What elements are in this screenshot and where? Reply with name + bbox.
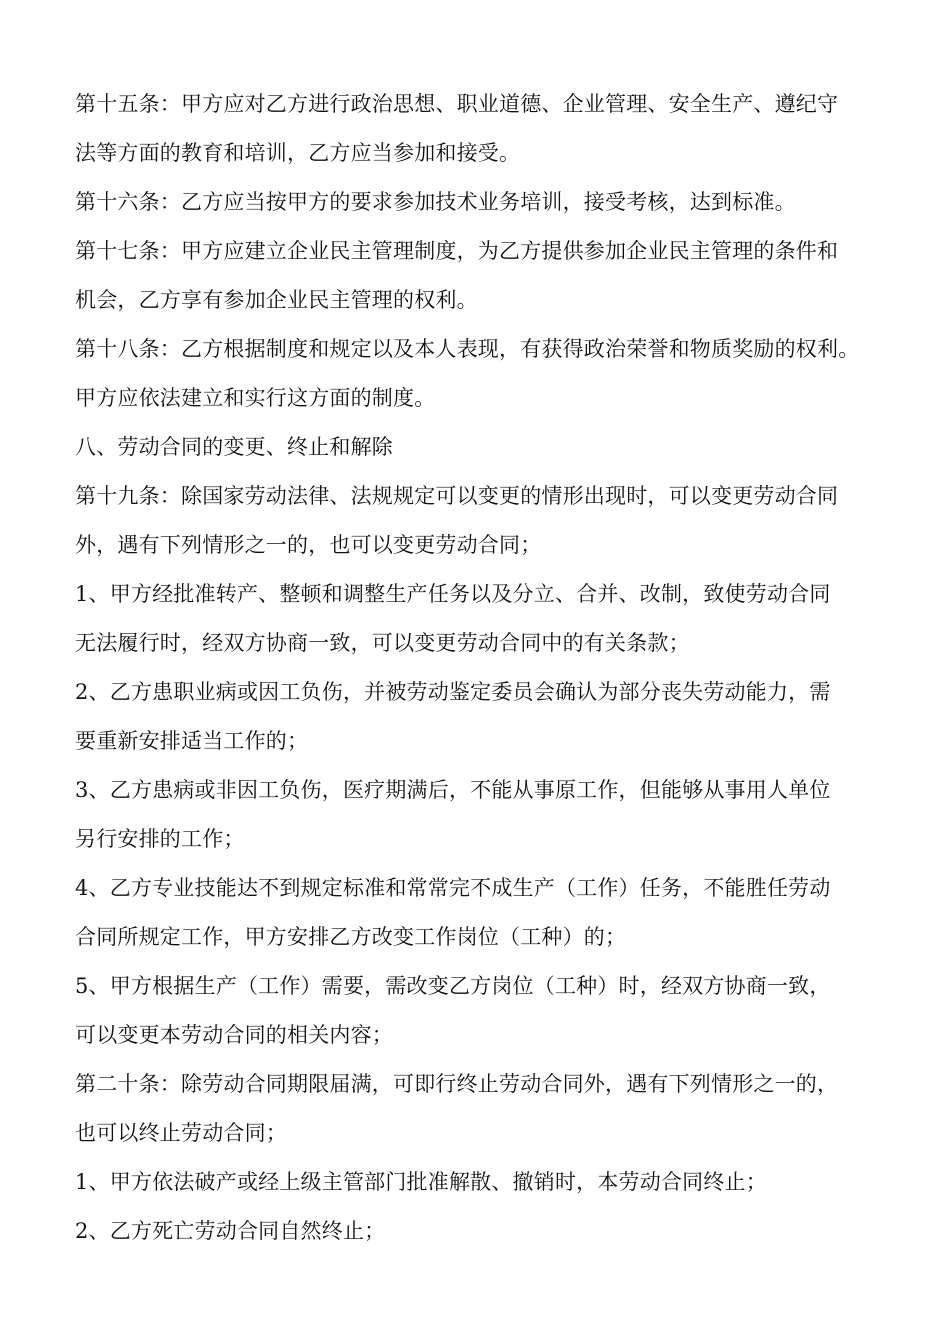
text-line: 1、甲方经批准转产、整顿和调整生产任务以及分立、合并、改制，致使劳动合同 [75,582,831,606]
text-line: 甲方应依法建立和实行这方面的制度。 [75,386,436,410]
document-body [75,80,885,1256]
text-line: 第十七条：甲方应建立企业民主管理制度，为乙方提供参加企业民主管理的条件和 [75,239,839,263]
text-line: 也可以终止劳动合同； [75,1121,287,1145]
text-line: 第十六条：乙方应当按甲方的要求参加技术业务培训，接受考核，达到标准。 [75,190,796,214]
text-line: 1、甲方依法破产或经上级主管部门批准解散、撤销时，本劳动合同终止； [75,1170,767,1194]
text-line: 第二十条：除劳动合同期限届满，可即行终止劳动合同外，遇有下列情形之一的， [75,1072,839,1096]
text-line: 外，遇有下列情形之一的，也可以变更劳动合同； [75,533,542,557]
text-line: 另行安排的工作； [75,827,245,851]
text-line: 可以变更本劳动合同的相关内容； [75,1023,393,1047]
text-line: 合同所规定工作，甲方安排乙方改变工作岗位（工种）的； [75,925,627,949]
text-line: 2、乙方死亡劳动合同自然终止； [75,1219,386,1243]
text-line: 第十八条：乙方根据制度和规定以及本人表现，有获得政治荣誉和物质奖励的权利。 [75,337,860,361]
text-line: 第十五条：甲方应对乙方进行政治思想、职业道德、企业管理、安全生产、遵纪守 [75,92,839,116]
section-heading: 八、劳动合同的变更、终止和解除 [75,435,393,459]
text-line: 要重新安排适当工作的； [75,729,309,753]
text-line: 第十九条：除国家劳动法律、法规规定可以变更的情形出现时，可以变更劳动合同 [75,484,839,508]
text-line: 3、乙方患病或非因工负伤，医疗期满后，不能从事原工作，但能够从事用人单位 [75,778,831,802]
text-line: 5、甲方根据生产（工作）需要，需改变乙方岗位（工种）时，经双方协商一致， [75,974,831,998]
text-line: 4、乙方专业技能达不到规定标准和常常完不成生产（工作）任务，不能胜任劳动 [75,876,831,900]
text-line: 法等方面的教育和培训，乙方应当参加和接受。 [75,141,521,165]
text-line: 无法履行时，经双方协商一致，可以变更劳动合同中的有关条款； [75,631,690,655]
text-line: 2、乙方患职业病或因工负伤，并被劳动鉴定委员会确认为部分丧失劳动能力，需 [75,680,831,704]
text-line: 机会，乙方享有参加企业民主管理的权利。 [75,288,478,312]
